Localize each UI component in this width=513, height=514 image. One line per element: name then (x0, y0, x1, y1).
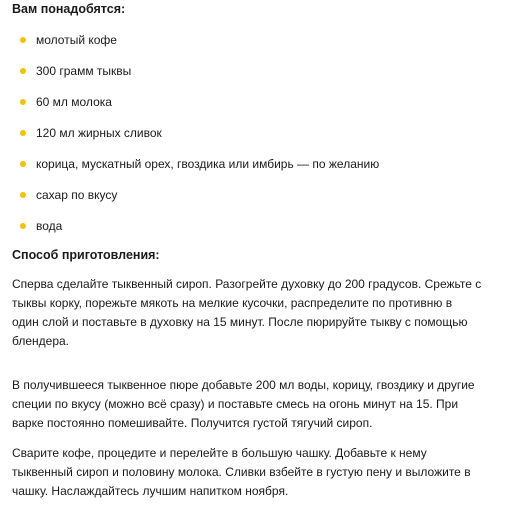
paragraph-line: блендера. (12, 334, 69, 348)
method-paragraph (12, 275, 502, 351)
method-paragraph (12, 444, 502, 501)
paragraph-line: Сперва сделайте тыквенный сироп. Разогрейте духовку до 200 градусов. Срежьте с (12, 277, 482, 291)
ingredient-text: 300 грамм тыквы (36, 64, 132, 78)
bullet-icon (20, 68, 26, 74)
ingredient-text: корица, мускатный орех, гвоздика или имбирь — по желанию (36, 157, 380, 171)
ingredient-text: 60 мл молока (36, 95, 112, 109)
ingredients-heading: Вам понадобятся: (12, 2, 126, 16)
paragraph-line: Сварите кофе, процедите и перелейте в большую чашку. Добавьте к нему (12, 446, 427, 460)
bullet-icon (20, 223, 26, 229)
paragraph-line: тыквы корку, порежьте мякоть на мелкие кусочки, распределите по противню в (12, 296, 453, 310)
ingredient-text: сахар по вкусу (36, 188, 118, 202)
paragraph-line: В получившееся тыквенное пюре добавьте 200 мл воды, корицу, гвоздику и другие (12, 378, 475, 392)
bullet-icon (20, 37, 26, 43)
paragraph-line: специи по вкусу (можно всё сразу) и поставьте смесь на огонь минут на 15. При (12, 397, 459, 411)
paragraph-line: чашку. Наслаждайтесь лучшим напитком ноября. (12, 484, 289, 498)
paragraph-line: варке постоянно помешивайте. Получится густой тягучий сироп. (12, 416, 373, 430)
bullet-icon (20, 99, 26, 105)
ingredient-text: 120 мл жирных сливок (36, 126, 162, 140)
ingredient-text: вода (36, 219, 63, 233)
bullet-icon (20, 192, 26, 198)
bullet-icon (20, 161, 26, 167)
method-heading: Способ приготовления: (12, 248, 160, 262)
paragraph-line: тыквенный сироп и половину молока. Сливки взбейте в густую пену и выложите в (12, 465, 471, 479)
paragraph-line: один слой и поставьте в духовку на 15 минут. После пюрируйте тыкву с помощью (12, 315, 468, 329)
bullet-icon (20, 130, 26, 136)
ingredient-text: молотый кофе (36, 33, 117, 47)
method-paragraph (12, 376, 502, 433)
